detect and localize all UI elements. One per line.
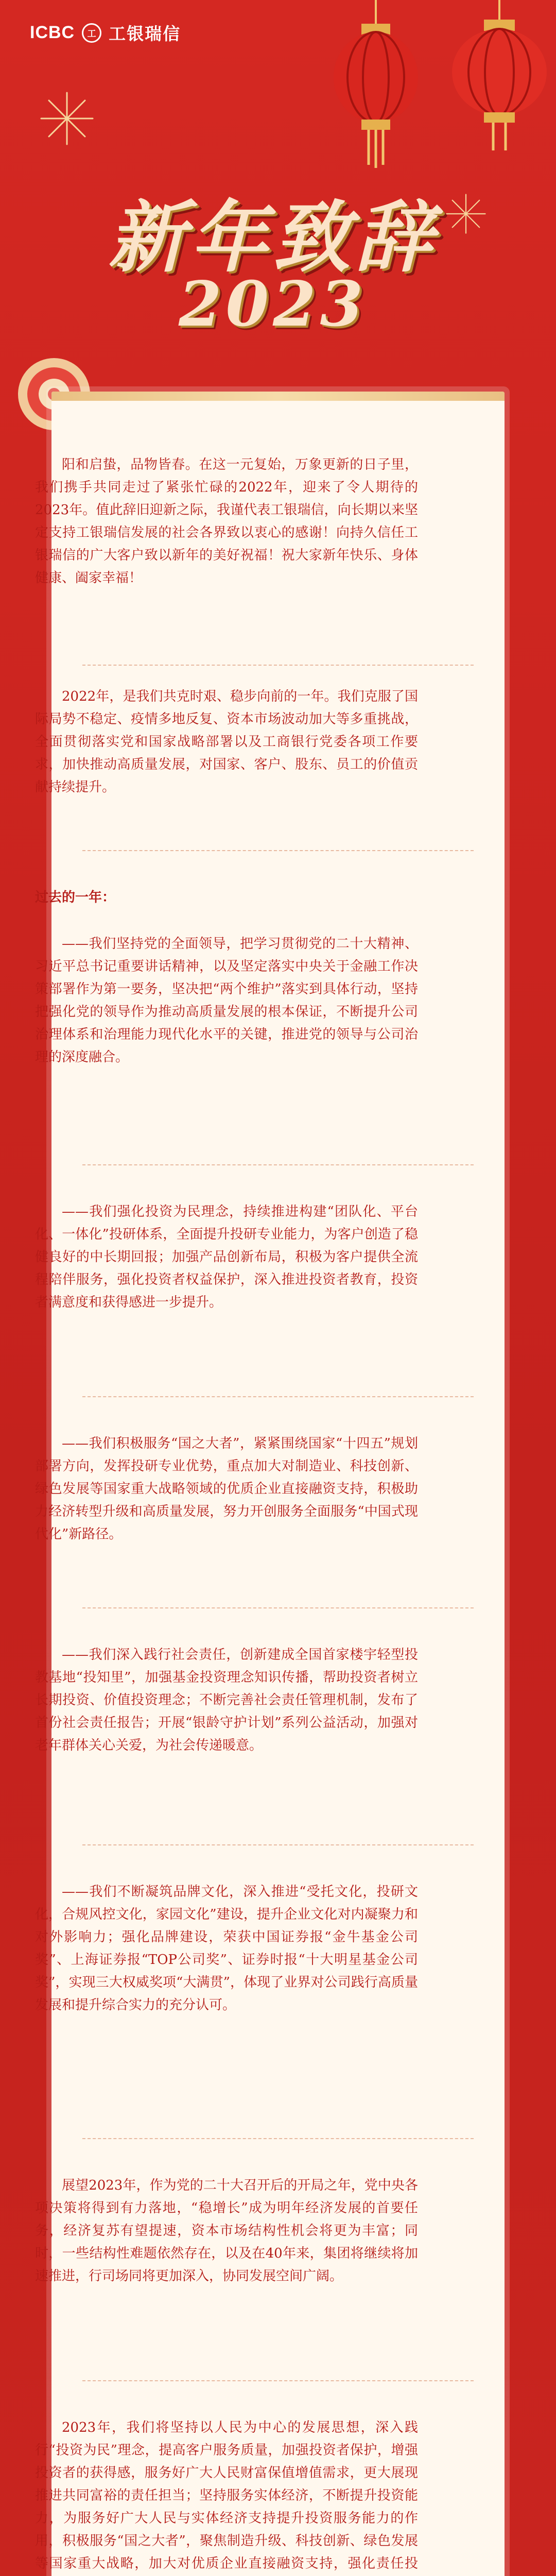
divider [82,665,474,667]
paragraph-greeting: 阳和启蛰，品物皆春。在这一元复始，万象更新的日子里，我们携手共同走过了紧张忙碌的2022年，迎来了令人期待的2023年。值此辞旧迎新之际，我谨代表工银瑞信，向长期以来坚定支持工银瑞信发展的社会各界致以衷心的感谢！向持久信任工银瑞信的广大客户致以新年的美好祝福！祝大家新年快乐、身体健康、阖家幸福！ [35,457,418,586]
lantern-icon [448,0,551,155]
divider [82,2380,474,2382]
firework-icon [36,88,98,149]
paragraph-brand-culture: ——我们不断凝筑品牌文化，深入推进“受托文化，投研文化，合规风控文化，家园文化”建设，提升企业文化对内凝聚力和对外影响力；强化品牌建设，荣获中国证券报“金牛基金公司奖”、上海证券报“TOP公司奖”、证券时报“十大明星基金公司奖”，实现三大权威奖项“大满贯”，体现了业界对公司践行高质量发展和提升综合实力的充分认可。 [35,1884,418,2013]
icbc-logo [30,21,181,45]
paragraph-outlook: 展望2023年，作为党的二十大召开后的开局之年，党中央各项决策将得到有力落地，“稳增长”成为明年经济发展的首要任务，经济复苏有望提速，资本市场结构性机会将更为丰富；同时，一些结构性难题依然存在，以及在40年来，集团将继续将加速推进，行司场同将更加深入，协同发展空间广阔。 [35,2178,418,2284]
divider [82,1844,474,1846]
title-block [0,175,556,345]
paragraph-national-strategy: ——我们积极服务“国之大者”，紧紧围绕国家“十四五”规划部署方向，发挥投研专业优势，重点加大对制造业、科技创新、绿色发展等国家重大战略领域的优质企业直接融资支持，积极助力经济转型升级和高质量发展，努力开创服务全面服务“中国式现代化”新路径。 [35,1436,418,1542]
logo-cn: 工银瑞信 [109,24,181,44]
page-title: 新年致辞 [108,192,438,283]
divider [82,1164,474,1166]
divider [82,1396,474,1398]
lantern-icon [329,0,422,170]
logo-en: ICBC [30,23,75,42]
divider [82,1607,474,1609]
title-year: 2023 [179,268,367,341]
paragraph-investment: ——我们强化投资为民理念，持续推进构建“团队化、平台化、一体化”投研体系，全面提升投研专业能力，为客户创造了稳健良好的中长期回报；加强产品创新布局，积极为客户提供全流程陪伴服务，强化投资者权益保护，深入推进投资者教育，投资者满意度和获得感进一步提升。 [35,1204,418,1310]
divider [82,2138,474,2140]
divider [82,850,474,852]
logo-mark: 工 [82,23,101,43]
paragraph-party-leadership: ——我们坚持党的全面领导，把学习贯彻党的二十大精神、习近平总书记重要讲话精神，以及坚定落实中央关于金融工作决策部署作为第一要务，坚决把“两个维护”落实到具体行动，坚持把强化党的领导作为推动高质量发展的根本保证，不断提升公司治理体系和治理能力现代化水平的关键，推进党的领导与公司治理的深度融合。 [35,936,418,1065]
paragraph-plans-2023: 2023年，我们将坚持以人民为中心的发展思想，深入践行“投资为民”理念，提高客户服务质量，加强投资者保护，增强投资者的获得感，服务好广大人民财富保值增值需求，更大展现推进共同富裕的责任担当；坚持服务实体经济，不断提升投资能力，为服务好广大人民与实体经济支持提升投资服务能力的作用，积极服务“国之大者”，聚焦制造升级、科技创新、绿色发展等国家重大战略，加大对优质企业直接融资支持，强化责任投 [35,2420,418,2571]
paragraph-social-responsibility: ——我们深入践行社会责任，创新建成全国首家楼宇轻型投教基地“投知里”，加强基金投资理念知识传播，帮助投资者树立长期投资、价值投资理念；不断完善社会责任管理机制，发布了首份社会责任报告；开展“银龄守护计划”系列公益活动，加强对老年群体关心关爱，为社会传递暖意。 [35,1647,418,1753]
paragraph-past-year: 过去的一年： [35,890,116,905]
paragraph-review: 2022年，是我们共克时艰、稳步向前的一年。我们克服了国际局势不稳定、疫情多地反复、资本市场波动加大等多重挑战，全面贯彻落实党和国家战略部署以及工商银行党委各项工作要求，加快推动高质量发展，对国家、客户、股东、员工的价值贡献持续提升。 [35,689,418,795]
